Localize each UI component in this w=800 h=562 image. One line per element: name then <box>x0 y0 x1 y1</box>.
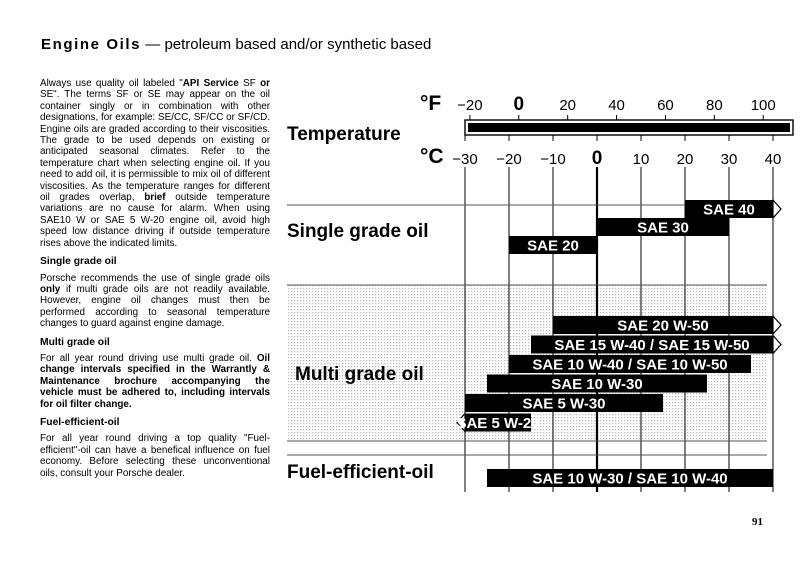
f-tick-label: −20 <box>457 97 483 114</box>
open-end-arrow <box>773 200 781 218</box>
bar-label: SAE 20 <box>527 237 579 255</box>
bar-label: SAE 40 <box>703 201 755 219</box>
single-bold-1: only <box>40 283 61 295</box>
oil-group <box>287 200 781 255</box>
f-tick-label: 0 <box>513 94 525 115</box>
bar-label: SAE 5 W-30 <box>522 395 606 413</box>
single-text-1: Porsche recommends the use of single grade oils <box>40 272 270 284</box>
title-main: Engine Oils <box>41 36 142 53</box>
celsius-unit: °C <box>420 145 444 168</box>
c-tick-label: −30 <box>452 151 478 168</box>
oil-range-bar <box>531 336 781 355</box>
oil-range-bar <box>487 469 773 488</box>
bar-label: SAE 10 W-40 / SAE 10 W-50 <box>532 356 728 374</box>
single-grade-heading: Single grade oil <box>40 256 117 268</box>
intro-bold-1: API Service <box>182 78 239 89</box>
oil-group <box>287 462 773 488</box>
open-end-arrow <box>773 336 781 354</box>
multi-text-1: For all year round driving use multi grade oil. <box>40 352 257 364</box>
oil-range-bar <box>465 394 663 413</box>
f-tick-label: 100 <box>750 97 776 114</box>
group-label: Fuel-efficient-oil <box>287 462 434 483</box>
f-tick-label: 40 <box>608 97 625 114</box>
bar-label: SAE 30 <box>637 219 689 237</box>
c-tick-label: 20 <box>676 151 694 168</box>
multi-grade-heading: Multi grade oil <box>40 336 110 348</box>
temperature-label: Temperature <box>287 124 401 145</box>
oil-range-bar <box>553 316 781 335</box>
bar-label: SAE 10 W-30 / SAE 10 W-40 <box>532 470 728 488</box>
open-end-arrow <box>773 316 781 334</box>
fuel-efficient-heading: Fuel-efficient-oil <box>40 416 120 428</box>
c-tick-label: 30 <box>720 151 738 168</box>
oil-range-bar <box>509 355 751 374</box>
c-tick-label: 40 <box>764 151 782 168</box>
bar-label: SAE 20 W-50 <box>617 317 709 335</box>
temperature-axis <box>287 92 793 169</box>
fahrenheit-unit: °F <box>420 92 442 115</box>
c-tick-label: 0 <box>591 148 603 169</box>
bar-label: SAE 10 W-30 <box>551 376 643 393</box>
scale-bar <box>468 123 790 132</box>
intro-text-1: Always use quality oil labeled " <box>40 78 183 89</box>
single-text-2: if multi grade oils are not readily available. However, engine oil changes must then be performed according to seasonal temperature changes to guard against engine damage. <box>40 283 270 330</box>
intro-bold-3: brief <box>144 192 166 204</box>
f-tick-label: 60 <box>657 97 674 114</box>
c-tick-label: 10 <box>632 151 650 168</box>
title-subtitle: — petroleum based and/or synthetic based <box>141 36 432 53</box>
group-label: Single grade oil <box>287 221 429 242</box>
bar-label: SAE 15 W-40 / SAE 15 W-50 <box>554 337 750 354</box>
intro-text-3: SE". The terms SF or SE may appear on the oil container singly or in combination with other designations, for example: SE/CC, SF/CC or SF/CD. Engine oils are graded according to their viscosities. The grade to be used depends on existing or anticipated seasonal climates. Refer to the temperature chart when selecting engine oil. If you need to add oil, it is permissible to mix oil of different viscosities. As the temperature ranges for different oil grades overlap, <box>40 89 270 204</box>
page-number: 91 <box>752 516 763 528</box>
f-tick-label: 80 <box>705 97 723 114</box>
group-label: Multi grade oil <box>295 364 424 385</box>
c-tick-label: −10 <box>540 151 566 168</box>
intro-bold-2: or <box>260 78 270 89</box>
c-tick-label: −20 <box>496 151 522 168</box>
oil-range-bar <box>509 236 597 255</box>
oil-range-bar <box>487 375 707 394</box>
oil-range-bar <box>597 218 729 237</box>
intro-text-4: outside temperature variations are no cause for alarm. When using SAE10 W or SAE 5 W-20 engine oil, avoid high speed low distance driving if outside temperature rises above the indicated limits. <box>40 192 270 249</box>
bar-label: SAE 5 W-20 <box>456 415 540 432</box>
multi-bold-1: Oil change intervals specified in the Warrantly & Maintenance brochure accompanying the vehicle must be adhered to, including intervals for oil filter change. <box>40 352 270 410</box>
f-tick-label: 20 <box>559 97 577 114</box>
oil-range-bar <box>456 414 539 433</box>
intro-text-2: SF <box>238 78 261 89</box>
fuel-text-1: For all year round driving a top quality "Fuel-efficient"-oil can have a benefical influence on fuel economy. Before selecting these unconventional oils, consult your Porsche dealer. <box>40 433 270 479</box>
oil-range-bar <box>685 200 781 219</box>
